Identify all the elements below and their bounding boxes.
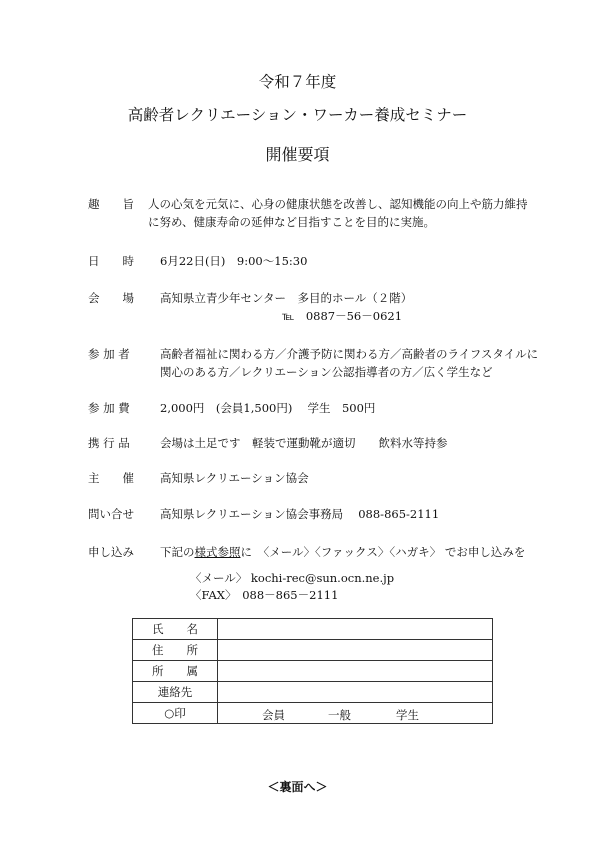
seminar-title: 高齢者レクリエーション・ワーカー養成セミナー [127, 106, 468, 124]
form-field-name[interactable] [218, 619, 493, 640]
form-label-contact: 連絡先 [133, 682, 218, 703]
form-field-affiliation[interactable] [218, 661, 493, 682]
form-field-membership[interactable] [218, 703, 493, 724]
apply-prefix: 下記の [160, 545, 195, 559]
purpose-line-2: に努め、健康寿命の延伸など目指すことを目的に実施。 [148, 215, 436, 229]
form-label-name: 氏 名 [133, 619, 218, 640]
form-row-contact [133, 682, 493, 703]
contact-email: 〈メール〉 kochi-rec@sun.ocn.ne.jp [190, 571, 395, 585]
form-label-seal: ○印 [133, 703, 218, 724]
form-reference-link: 様式参照 [194, 545, 241, 559]
inquiry-value: 高知県レクリエーション協会事務局 088-865-2111 [160, 507, 440, 521]
participants-line-1: 高齢者福祉に関わる方／介護予防に関わる方／高齢者のライフスタイルに [160, 347, 539, 361]
apply-label: 申し込み [88, 545, 134, 559]
year-heading: 令和７年度 [258, 73, 337, 91]
form-label-address: 住 所 [133, 640, 218, 661]
member-option-general[interactable]: 一般 [328, 708, 351, 722]
form-row-name [133, 619, 493, 640]
participants-label: 参 加 者 [88, 347, 130, 361]
form-label-affiliation: 所 属 [133, 661, 218, 682]
form-row-address [133, 640, 493, 661]
organizer-label: 主 催 [88, 471, 134, 485]
form-field-address[interactable] [218, 640, 493, 661]
contact-fax: 〈FAX〉 088－865－2111 [190, 588, 339, 602]
belongings-value: 会場は土足です 軽装で運動靴が適切 飲料水等持参 [160, 436, 448, 450]
venue-label: 会 場 [88, 291, 134, 305]
date-label: 日 時 [88, 254, 134, 268]
apply-suffix: に 〈メール〉〈ファックス〉〈ハガキ〉 でお申し込みを [240, 545, 526, 559]
participants-line-2: 関心のある方／レクリエーション公認指導者の方／広く学生など [160, 365, 493, 379]
fee-value: 2,000円 (会員1,500円) 学生 500円 [160, 401, 376, 415]
apply-text [160, 544, 525, 560]
member-option-member[interactable]: 会員 [262, 708, 285, 722]
form-row-membership [133, 703, 493, 724]
fee-label: 参 加 費 [88, 401, 130, 415]
member-option-student[interactable]: 学生 [396, 708, 419, 722]
venue-tel: ℡ 0887－56－0621 [282, 309, 403, 323]
inquiry-label: 問い合せ [88, 507, 134, 521]
belongings-label: 携 行 品 [88, 436, 130, 450]
form-row-affiliation [133, 661, 493, 682]
application-form-table [132, 618, 493, 724]
purpose-line-1: 人の心気を元気に、心身の健康状態を改善し、認知機能の向上や筋力維持 [148, 197, 528, 211]
venue-value: 高知県立青少年センター 多目的ホール（２階） [160, 291, 413, 305]
turn-page-note: ＜裏面へ＞ [267, 780, 328, 794]
date-value: 6月22日(日) 9:00～15:30 [160, 254, 308, 268]
purpose-label: 趣 旨 [88, 197, 134, 211]
organizer-value: 高知県レクリエーション協会 [160, 471, 309, 485]
document-subtitle: 開催要項 [265, 145, 330, 164]
form-field-contact[interactable] [218, 682, 493, 703]
